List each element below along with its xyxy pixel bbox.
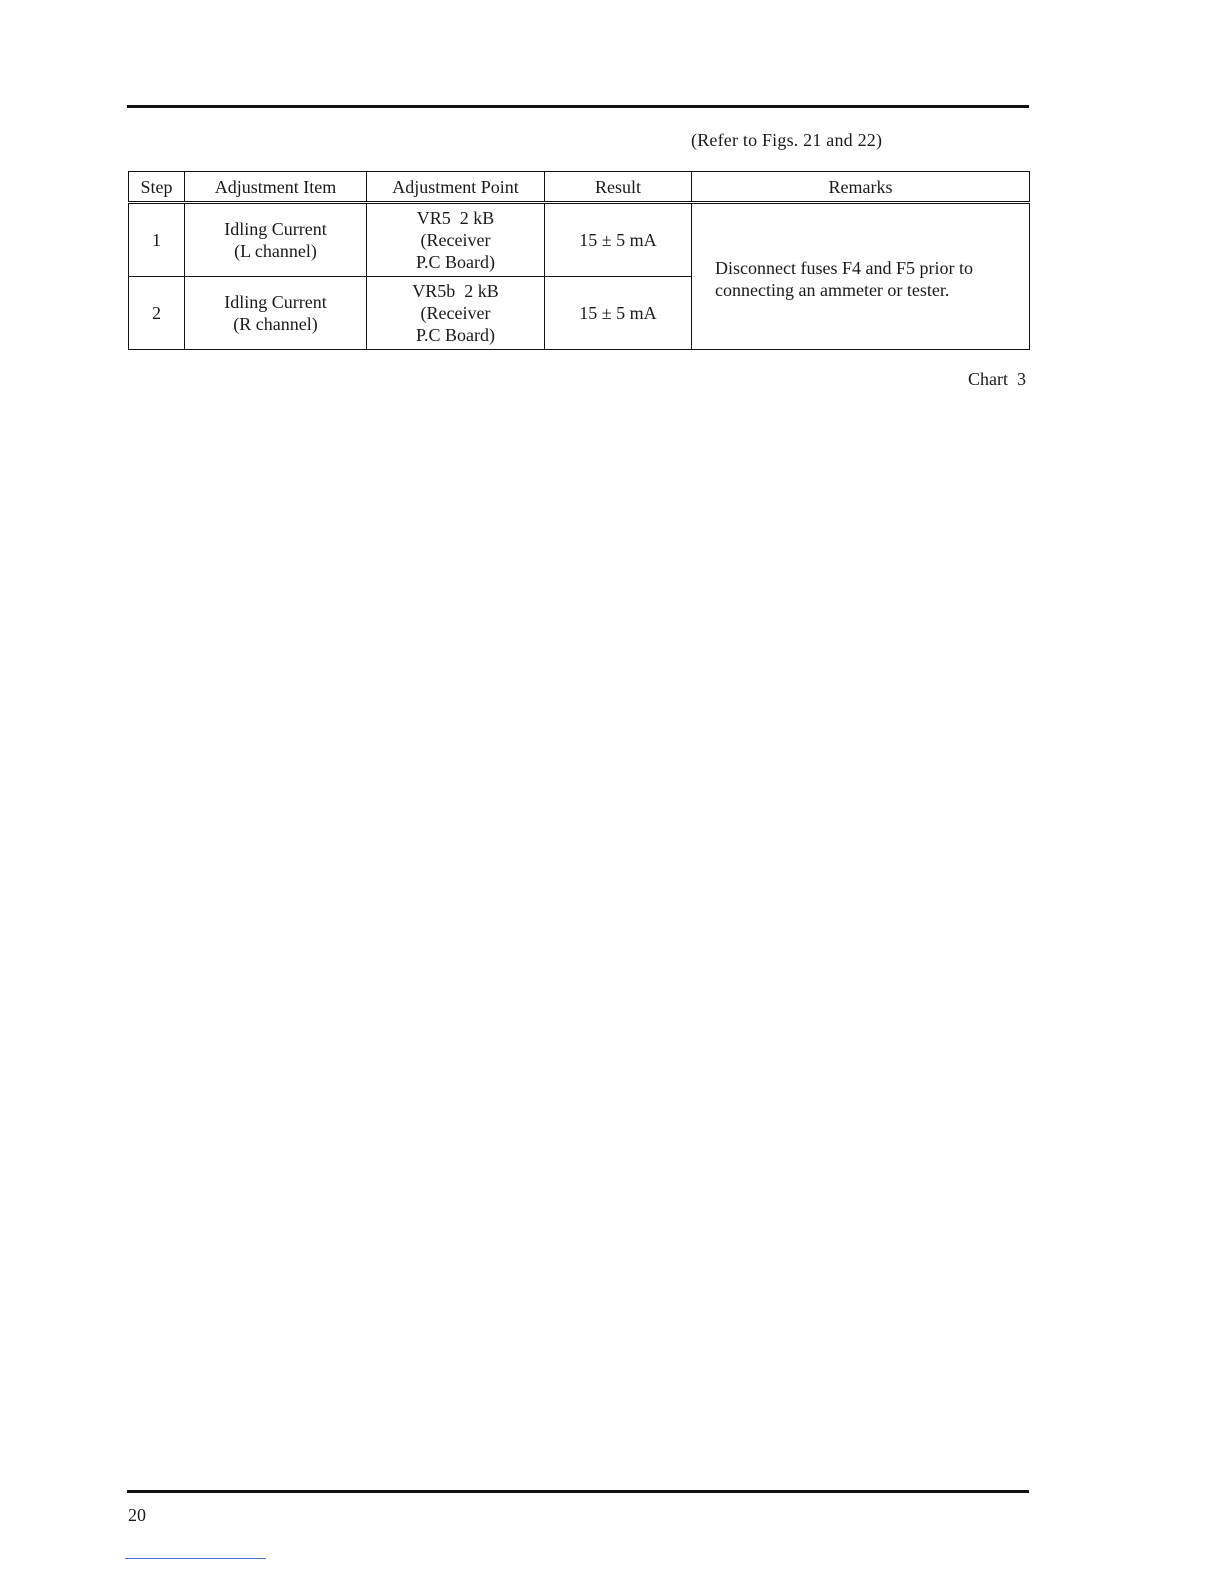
- header-adjustment-item: Adjustment Item: [185, 172, 367, 203]
- cell-adjustment-point: [367, 203, 545, 277]
- item-line: Idling Current: [224, 219, 327, 239]
- point-line: (Receiver: [420, 303, 491, 323]
- remarks-line: Disconnect fuses F4 and F5 prior to: [715, 257, 973, 278]
- table-header-row: [129, 172, 1030, 203]
- figure-reference-note: (Refer to Figs. 21 and 22): [691, 130, 883, 150]
- table-row: [129, 203, 1030, 277]
- top-rule: [127, 105, 1029, 108]
- cell-step: 1: [129, 203, 185, 277]
- item-line: (R channel): [233, 314, 318, 334]
- cell-result: 15 ± 5 mA: [545, 277, 692, 350]
- adjustment-table: [128, 171, 1030, 350]
- page-number: 20: [128, 1505, 146, 1525]
- header-adjustment-point: Adjustment Point: [367, 172, 545, 203]
- point-line: P.C Board): [415, 252, 495, 272]
- point-line: (Receiver: [420, 230, 491, 250]
- point-line: P.C Board): [415, 325, 495, 345]
- cell-step: 2: [129, 277, 185, 350]
- item-line: Idling Current: [224, 292, 327, 312]
- cell-adjustment-item: [185, 203, 367, 277]
- item-line: (L channel): [234, 241, 317, 261]
- point-line: VR5b 2 kB: [412, 281, 499, 301]
- cell-result: 15 ± 5 mA: [545, 203, 692, 277]
- footer-underline: [125, 1558, 266, 1559]
- chart-label: Chart 3: [968, 369, 1026, 389]
- header-result: Result: [545, 172, 692, 203]
- header-remarks: Remarks: [692, 172, 1030, 203]
- cell-adjustment-item: [185, 277, 367, 350]
- header-step: Step: [129, 172, 185, 203]
- bottom-rule: [127, 1490, 1029, 1493]
- cell-remarks: [692, 203, 1030, 350]
- remarks-line: connecting an ammeter or tester.: [715, 279, 950, 300]
- cell-adjustment-point: [367, 277, 545, 350]
- point-line: VR5 2 kB: [416, 208, 495, 228]
